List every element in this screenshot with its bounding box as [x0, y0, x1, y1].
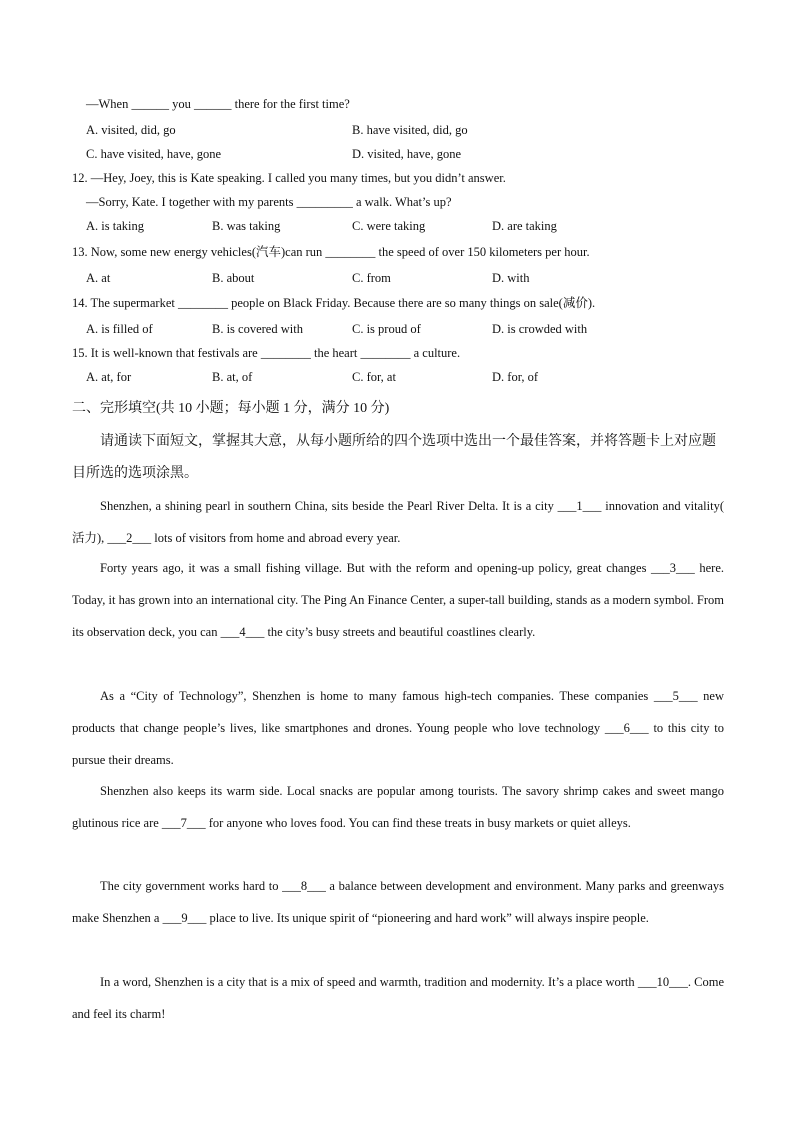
section-title: 二、完形填空(共 10 小题；每小题 1 分，满分 10 分) [72, 401, 390, 416]
q14-option-c: C. is proud of [352, 322, 421, 336]
passage-paragraph [72, 552, 724, 648]
passage-paragraph-text: In a word, Shenzhen is a city that is a mix of speed and warmth, tradition and modernity. It’s a place worth ___10___. Come and feel its charm! [72, 975, 724, 1021]
q14-option-a: A. is filled of [86, 322, 153, 336]
q15-option-d: D. for, of [492, 370, 539, 384]
passage-paragraph [72, 490, 724, 554]
q13-option-b: B. about [212, 271, 255, 285]
q13-stem: 13. Now, some new energy vehicles(汽车)can run ________ the speed of over 150 kilometers per hour. [72, 245, 590, 259]
passage-paragraph-text: The city government works hard to ___8___ a balance between development and environment. Many parks and greenways make Shenzhen a ___9___ place to live. Its unique spirit of “pioneering and hard work” will always inspire people. [72, 879, 724, 925]
passage-paragraph-text: Forty years ago, it was a small fishing village. But with the reform and opening-up policy, great changes ___3___ here. Today, it has grown into an international city. The Ping An Finance Center, a super-tall building, stands as a modern symbol. From its observation deck, you can ___4___ the city’s busy streets and beautiful coastlines clearly. [72, 561, 724, 639]
q15-option-a: A. at, for [86, 370, 132, 384]
q14-option-b: B. is covered with [212, 322, 303, 336]
q12-option-c: C. were taking [352, 219, 426, 233]
passage-paragraph [72, 966, 724, 1030]
q13-option-a: A. at [86, 271, 111, 285]
q11-option-a: A. visited, did, go [86, 123, 176, 137]
q11-option-b: B. have visited, did, go [352, 123, 468, 137]
q11-stem: —When ______ you ______ there for the first time? [86, 97, 350, 111]
q11-option-d: D. visited, have, gone [352, 147, 462, 161]
q13-option-d: D. with [492, 271, 530, 285]
q14-option-d: D. is crowded with [492, 322, 588, 336]
q14-stem: 14. The supermarket ________ people on Black Friday. Because there are so many things on sale(减价). [72, 296, 596, 310]
passage-paragraph-text: Shenzhen also keeps its warm side. Local snacks are popular among tourists. The savory shrimp cakes and sweet mango glutinous rice are ___7___ for anyone who loves food. You can find these treats in busy markets or quiet alleys. [72, 784, 724, 830]
passage-paragraph [72, 775, 724, 839]
passage-paragraph [72, 680, 724, 776]
q12-option-b: B. was taking [212, 219, 281, 233]
q15-stem: 15. It is well-known that festivals are ________ the heart ________ a culture. [72, 346, 461, 360]
q15-option-c: C. for, at [352, 370, 396, 384]
q12-stem-line1: 12. —Hey, Joey, this is Kate speaking. I called you many times, but you didn’t answer. [72, 171, 506, 185]
q12-option-d: D. are taking [492, 219, 557, 233]
q15-option-b: B. at, of [212, 370, 253, 384]
passage-paragraph-text: As a “City of Technology”, Shenzhen is home to many famous high-tech companies. These companies ___5___ new products that change people’s lives, like smartphones and drones. Young people who love technology ___6___ to this city to pursue their dreams. [72, 689, 724, 767]
q13-option-c: C. from [352, 271, 391, 285]
q11-option-c: C. have visited, have, gone [86, 147, 222, 161]
section-instruction-text: 请通读下面短文，掌握其大意，从每小题所给的四个选项中选出一个最佳答案，并将答题卡上对应题目所选的选项涂黑。 [72, 434, 716, 481]
passage-paragraph-text: Shenzhen, a shining pearl in southern China, sits beside the Pearl River Delta. It is a city ___1___ innovation and vitality( 活力), ___2___ lots of visitors from home and abroad every year. [72, 499, 724, 545]
q12-stem-line2: —Sorry, Kate. I together with my parents _________ a walk. What’s up? [86, 195, 452, 209]
passage-paragraph [72, 870, 724, 934]
section-instruction [72, 426, 724, 490]
q12-option-a: A. is taking [86, 219, 144, 233]
